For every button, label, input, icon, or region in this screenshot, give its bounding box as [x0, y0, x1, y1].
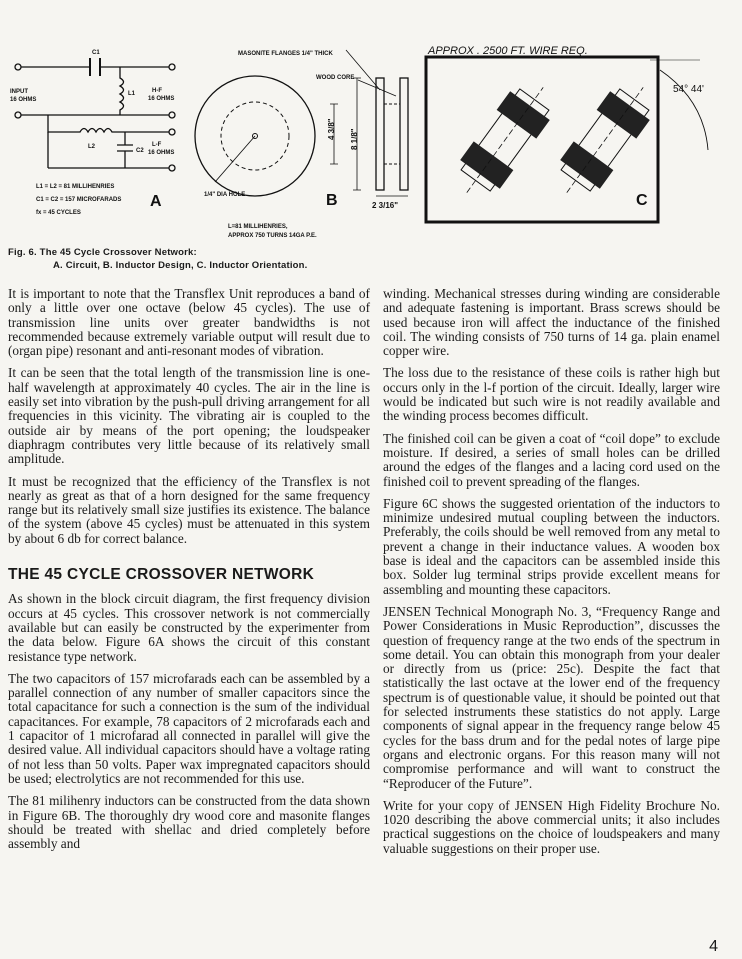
circuit-spec-3: fx = 45 CYCLES [36, 210, 81, 216]
panel-a-label: A [150, 193, 162, 210]
input-terminal-bottom [15, 112, 21, 118]
paragraph: It must be recognized that the efficiency of the Transflex is not nearly as great as that of a horn designed for the same frequency range but its relatively small size justifies its existence. The balance of the system (above 45 cycles) must be attenuated in this system by about 6 db for correct balance. [8, 473, 370, 546]
panel-c-label: C [636, 192, 648, 209]
paragraph: JENSEN Technical Monograph No. 3, “Frequency Range and Power Considerations in Music Reproduction”, discusses the question of frequency range at the two ends of the spectrum in some detail. You can obtain this monograph from your dealer or directly from us (price: 25c). Despite the fact that statistically the last octave at the lower end of the frequency spectrum is of questionable value, it should be pointed out that for selected instruments these statistics do not apply. Large components of signal appear in the frequency range below 45 cycles for the bass drum and for the pedal notes of large pipe organs and electronic organs. For this reason many will not compromise performance and will want to construct the “Reproducer of the Future”. [383, 603, 720, 791]
inductor-labels [204, 51, 398, 239]
paragraph: It is important to note that the Transflex Unit reproduces a band of only a little over one octave (below 45 cycles). The use of transmission line units over greater bandwidths is not recommended because extremely variable output will result due to (organ pipe) resonant and anti-resonant modes of vibration. [8, 286, 370, 359]
paragraph: The finished coil can be given a coat of “coil dope” to exclude moisture. If desired, a series of small holes can be drilled around the edges of the flanges and a lacing cord used on the finished coil to prevent spreading of the flanges. [383, 430, 720, 489]
hf-terminal-bottom [169, 112, 175, 118]
wire-note: APPROX . 2500 FT. WIRE REQ. [428, 45, 588, 57]
input-label: INPUT [10, 89, 28, 95]
dim-outer: 8 1/8" [350, 128, 359, 150]
hf-ohms: 16 OHMS [148, 96, 175, 102]
c2-label: C2 [136, 148, 144, 154]
paragraph: The two capacitors of 157 microfarads each can be assembled by a parallel connection of any number of smaller capacitors since the total capacitance for such a connection is the sum of the individual capacitances. For example, 78 capacitors of 2 microfarads each and 1 capacitor of 1 microfarad all connected in parallel will give the desired value. All individual capacitors should have a voltage rating of not less than 50 volts. Paper wax impregnated capacitors should be used; electrolytics are not recommended for this use. [8, 670, 370, 786]
caption-line-1: Fig. 6. The 45 Cycle Crossover Network: [8, 247, 197, 258]
lf-terminal-top [169, 129, 175, 135]
paragraph: It can be seen that the total length of the transmission line is one-half wavelength at approximately 40 cycles. The air in the line is easily set into vibration by the push-pull driving arrangement for all frequencies in this vicinity. The vibrating air is coupled to the outside air by means of the port opening; the loudspeaker diaphragm contributes very little because of its relatively small amplitude. [8, 365, 370, 467]
dim-inner: 4 3/8" [327, 118, 336, 140]
flange-side-right [400, 78, 408, 190]
hole-label: 1/4" DIA HOLE [204, 192, 246, 198]
inductor-spec-2: APPROX 750 TURNS 14GA P.E. [228, 233, 317, 239]
panel-b-label: B [326, 192, 338, 209]
hf-label: H-F [152, 88, 162, 94]
paragraph: The loss due to the resistance of these coils is rather high but occurs only in the l-f portion of the circuit. Ideally, larger wire would be indicated but such wire is not readily available and the winding process becomes difficult. [383, 365, 720, 424]
circuit-spec-2: C1 = C2 = 157 MICROFARADS [36, 197, 122, 203]
paragraph: Figure 6C shows the suggested orientation of the inductors to minimize undesired mutual coupling between the inductors. Preferably, the coils should be well removed from any metal to prevent a change in their inductance values. A wooden box base is ideal and the capacitors can be assembled inside this box. Solder lug terminal strips provide excellent means for assembling and mounting these capacitors. [383, 495, 720, 597]
coil-left [447, 73, 562, 206]
l2-label: L2 [88, 144, 96, 150]
section-heading: THE 45 CYCLE CROSSOVER NETWORK [8, 566, 315, 584]
figure-6-drawing [0, 0, 742, 245]
hf-terminal-top [169, 64, 175, 70]
figure-caption [8, 246, 428, 272]
orientation-labels [427, 45, 704, 209]
lf-label: L-F [152, 142, 162, 148]
caption-line-2: A. Circuit, B. Inductor Design, C. Inductor Orientation. [53, 260, 308, 271]
paragraph: winding. Mechanical stresses during winding are considerable and adequate fastening is important. Brass screws should be used because iron will affect the inductance of the finished coil. The winding consists of 750 turns of 14 ga. plain enamel copper wire. [383, 286, 720, 359]
circuit-spec-1: L1 = L2 = 81 MILLIHENRIES [36, 184, 115, 190]
input-terminal-top [15, 64, 21, 70]
dim-width: 2 3/16" [372, 201, 399, 210]
flange-side-left [376, 78, 384, 190]
paragraph: As shown in the block circuit diagram, the first frequency division occurs at 45 cycles. This crossover network is not commercially available but can easily be constructed by the experimenter from the data below. Figure 6A shows the circuit of this constant resistance type network. [8, 591, 370, 664]
inductor-spec-1: L=81 MILLIHENRIES, [228, 224, 288, 230]
inductor-diagram [195, 50, 408, 196]
orientation-diagram [426, 57, 708, 222]
right-column [383, 287, 720, 864]
lf-ohms: 16 OHMS [148, 150, 175, 156]
flange-label: MASONITE FLANGES 1/4" THICK [238, 51, 333, 57]
orientation-box [426, 57, 658, 222]
left-column [8, 287, 370, 859]
paragraph: The 81 milihenry inductors can be constructed from the data shown in Figure 6B. The thoroughly dry wood core and masonite flanges should be treated with shellac and dried completely before assembly and [8, 793, 370, 852]
lf-terminal-bottom [169, 165, 175, 171]
angle-label: 54° 44' [673, 84, 704, 95]
core-label: WOOD CORE [316, 75, 355, 81]
circuit-labels [10, 50, 174, 216]
input-ohms: 16 OHMS [10, 97, 37, 103]
c1-label: C1 [92, 50, 100, 56]
page-number: 4 [709, 938, 718, 955]
l1-label: L1 [128, 91, 136, 97]
figure-6 [0, 0, 742, 280]
paragraph: Write for your copy of JENSEN High Fidelity Brochure No. 1020 describing the above commercial units; it also includes practical suggestions on the choice of loudspeakers and many valuable suggestions on their proper use. [383, 797, 720, 856]
coil-right [547, 73, 662, 206]
